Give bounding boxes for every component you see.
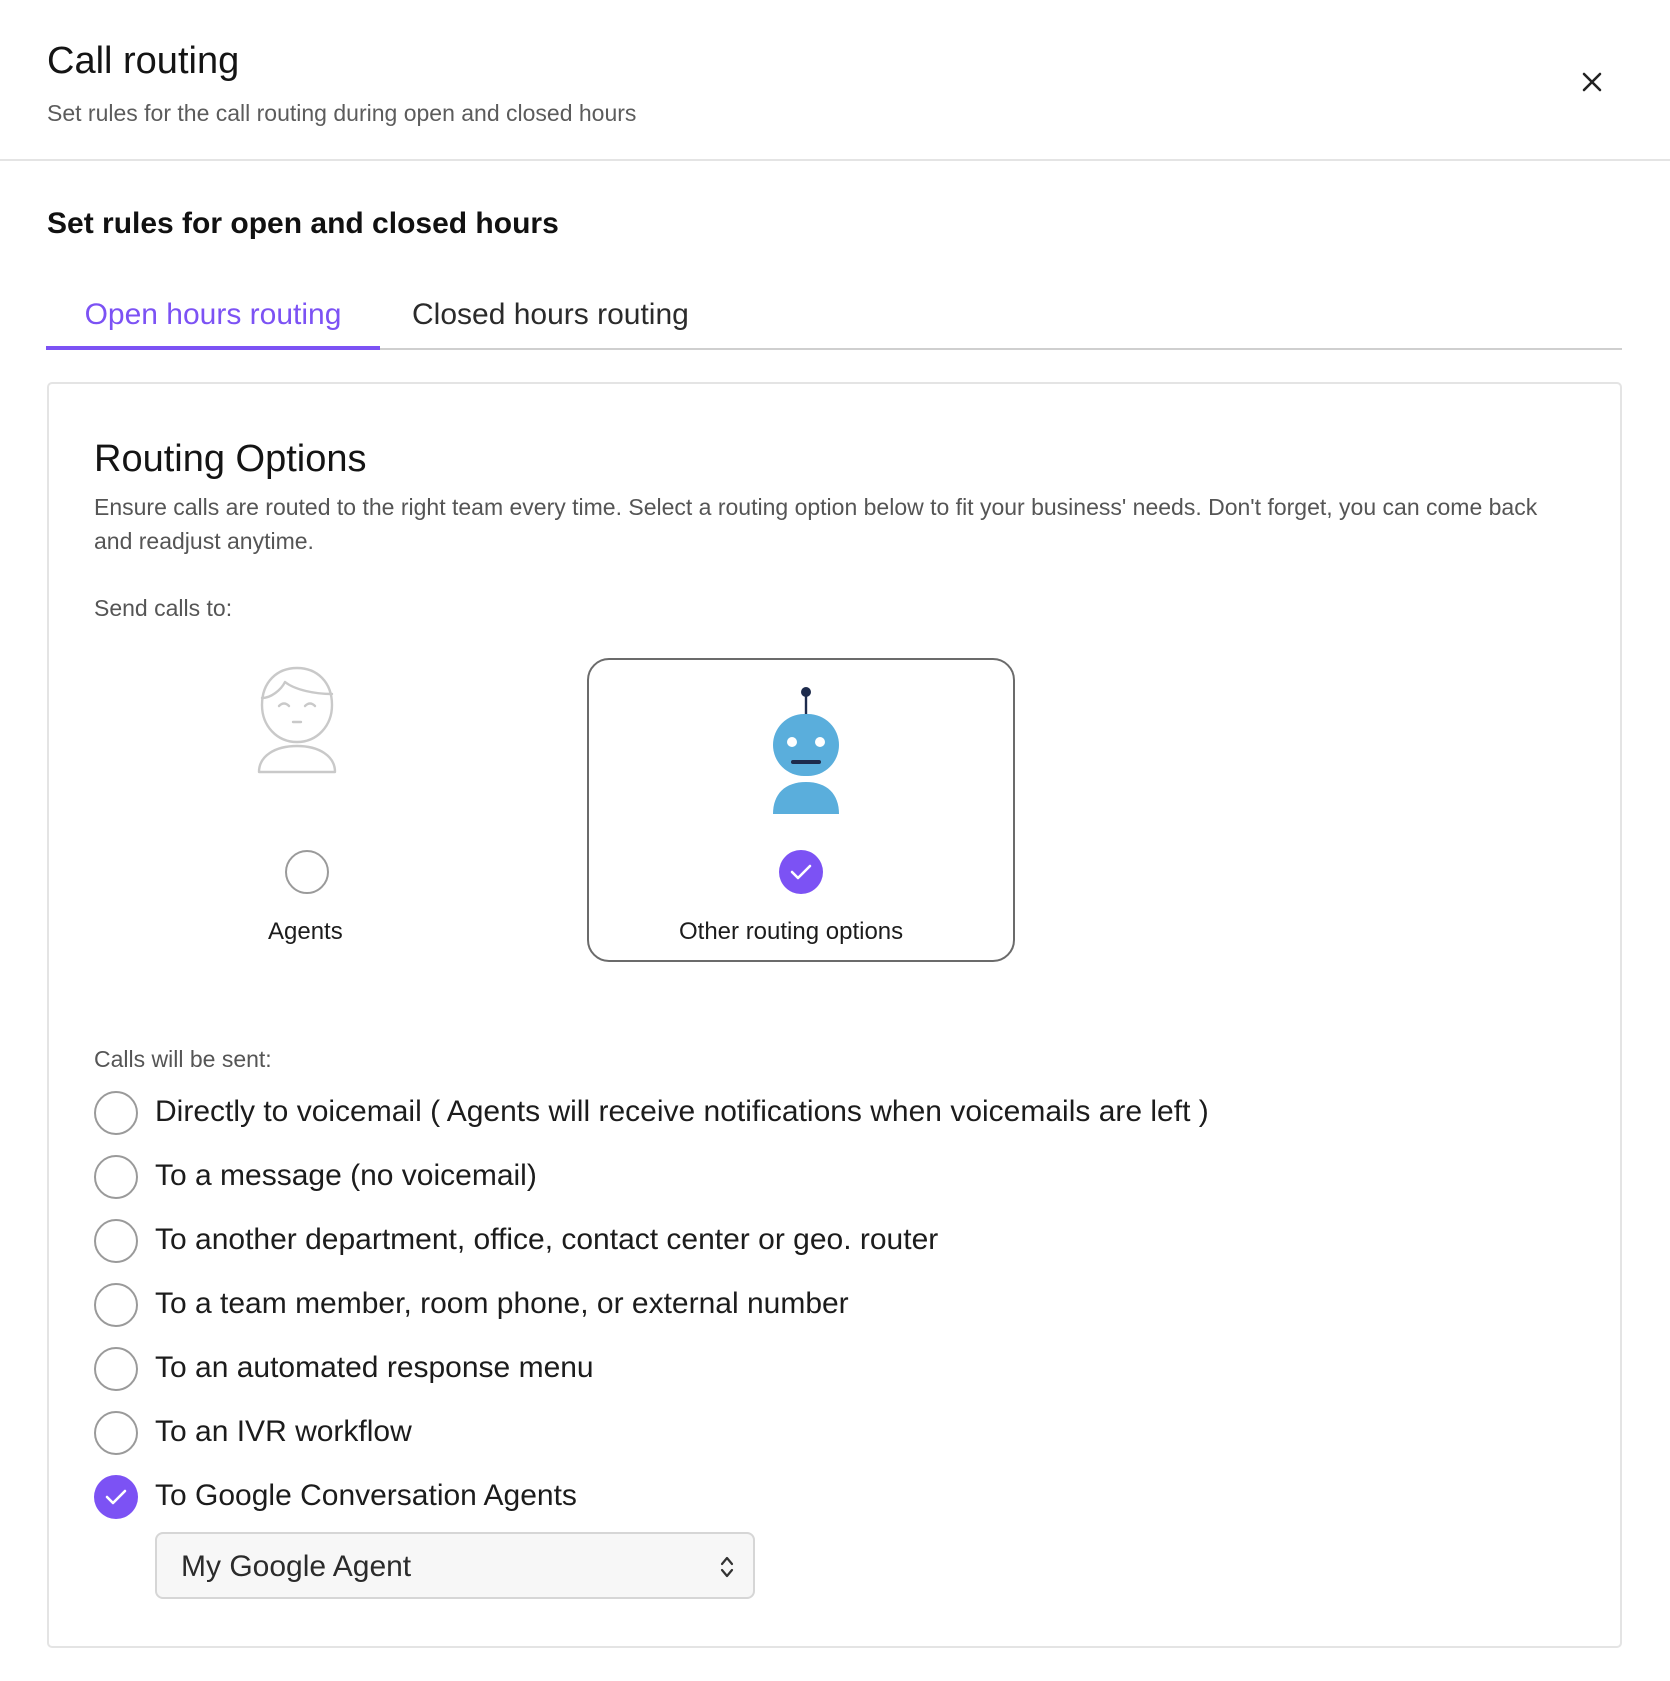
routing-options-description: Ensure calls are routed to the right team every time. Select a routing option below to fit your business' needs. Don't forget, you can come back and readjust anytime. [94, 494, 1538, 554]
dialog-title: Call routing [47, 40, 240, 82]
close-button[interactable] [1574, 64, 1610, 100]
send-calls-to-label: Send calls to: [94, 595, 233, 621]
agents-label: Agents [268, 918, 343, 945]
option-message-radio[interactable] [94, 1155, 138, 1199]
dialog-header [0, 0, 1670, 161]
option-google-agents-label: To Google Conversation Agents [155, 1479, 577, 1512]
routing-options-card [47, 382, 1622, 1648]
section-title: Set rules for open and closed hours [47, 207, 559, 240]
option-department-label: To another department, office, contact center or geo. router [155, 1223, 939, 1256]
option-ivr-workflow-label: To an IVR workflow [155, 1415, 412, 1448]
other-routing-label: Other routing options [679, 918, 904, 945]
tab-closed-hours-routing[interactable]: Closed hours routing [412, 298, 689, 331]
other-routing-radio[interactable] [779, 850, 823, 894]
option-message-label: To a message (no voicemail) [155, 1159, 537, 1192]
agent-person-icon [257, 660, 337, 774]
google-agent-select-value: My Google Agent [181, 1550, 412, 1583]
option-voicemail-label: Directly to voicemail ( Agents will receive notifications when voicemails are left ) [155, 1095, 1209, 1128]
google-agent-select[interactable] [155, 1532, 755, 1599]
option-team-member-radio[interactable] [94, 1283, 138, 1327]
calls-will-be-sent-label: Calls will be sent: [94, 1046, 272, 1072]
option-voicemail-radio[interactable] [94, 1091, 138, 1135]
routing-tabs [46, 290, 1622, 350]
option-ivr-workflow-radio[interactable] [94, 1411, 138, 1455]
checkmark-icon [790, 863, 812, 881]
dialog-subtitle: Set rules for the call routing during open and closed hours [47, 100, 637, 126]
agents-radio[interactable] [285, 850, 329, 894]
option-team-member-label: To a team member, room phone, or external number [155, 1287, 849, 1320]
choice-agents[interactable] [207, 660, 407, 960]
robot-icon [771, 686, 841, 816]
close-icon [1581, 71, 1603, 93]
option-response-menu-label: To an automated response menu [155, 1351, 594, 1384]
checkmark-icon [105, 1488, 127, 1506]
option-response-menu-radio[interactable] [94, 1347, 138, 1391]
tab-open-hours-routing[interactable]: Open hours routing [46, 290, 380, 350]
option-department-radio[interactable] [94, 1219, 138, 1263]
routing-options-title: Routing Options [94, 438, 367, 480]
chevron-up-down-icon [719, 1554, 735, 1580]
option-google-agents-radio[interactable] [94, 1475, 138, 1519]
choice-other-routing-options[interactable] [587, 658, 1015, 962]
